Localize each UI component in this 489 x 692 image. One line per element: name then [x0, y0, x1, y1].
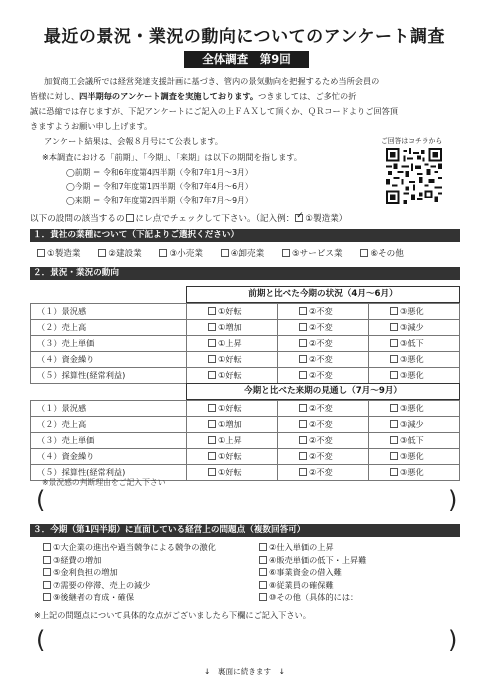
option-label: ②不変 — [309, 451, 333, 461]
option-label: ①好転 — [218, 306, 242, 316]
answer-option[interactable] — [369, 417, 460, 433]
checkbox[interactable] — [208, 323, 216, 331]
option-label: ⑧従業員の確保難 — [269, 579, 334, 590]
period-previous: ◯前期 ＝ 令和6年度第4四半期（令和7年1月～3月） — [66, 168, 253, 177]
industry-options — [36, 247, 418, 259]
reason-open-paren: ( — [36, 486, 46, 514]
answer-option[interactable] — [187, 368, 278, 384]
option-label: ①上昇 — [218, 435, 242, 445]
section-2-header: ２．景況・業況の動向 — [30, 267, 460, 280]
checkbox[interactable] — [43, 581, 51, 589]
intro-line-2b: つきましては、ご多忙の折 — [258, 91, 357, 101]
option-label: ⑤金利負担の増加 — [53, 567, 118, 578]
option-label: ③小売業 — [169, 249, 203, 259]
checkbox[interactable] — [299, 307, 307, 315]
answer-option[interactable] — [369, 336, 460, 352]
answer-option[interactable] — [187, 336, 278, 352]
answer-option[interactable] — [369, 449, 460, 465]
option-label: ④卸売業 — [230, 249, 265, 259]
answer-option[interactable] — [369, 368, 460, 384]
checkbox[interactable] — [299, 339, 307, 347]
problem-option[interactable] — [258, 592, 358, 603]
problem-row — [42, 592, 359, 605]
problems-detail-note: ※上記の問題点について具体的な点がございましたら下欄にご記入下さい。 — [34, 610, 311, 620]
option-label: ②建設業 — [108, 249, 142, 259]
option-label: ③低下 — [400, 435, 424, 445]
problem-option[interactable] — [42, 555, 101, 565]
problem-option[interactable] — [258, 567, 342, 578]
problem-option[interactable] — [42, 567, 118, 577]
detail-input-area[interactable] — [52, 629, 442, 653]
question-label: （１）景況感 — [31, 304, 187, 320]
reason-input-area[interactable] — [52, 489, 442, 513]
checkbox[interactable] — [43, 556, 51, 564]
page-title: 最近の景況・業況の動向についてのアンケート調査 — [43, 27, 446, 47]
intro-line-3: 誠に恐縮では存じますが、下記アンケートにご記入の上ＦＡＸして頂くか、ＱＲコードよりご回答頂 — [30, 106, 398, 116]
answer-option[interactable] — [187, 304, 278, 320]
continue-on-back-note: ↓ 裏面に続きます ↓ — [203, 667, 286, 676]
answer-option[interactable] — [278, 449, 369, 465]
checkbox[interactable] — [390, 323, 398, 331]
problem-option[interactable] — [42, 580, 150, 590]
question-label: （１）景況感 — [31, 401, 187, 417]
problem-row — [42, 542, 334, 555]
option-label: ②不変 — [309, 306, 333, 316]
checkbox[interactable] — [390, 307, 398, 315]
option-label: ③悪化 — [400, 467, 424, 477]
answer-option[interactable] — [369, 433, 460, 449]
answer-option[interactable] — [278, 336, 369, 352]
checkbox[interactable] — [43, 593, 51, 601]
industry-option-3[interactable] — [158, 249, 203, 259]
instruction-part-b: に — [135, 214, 145, 224]
checkbox[interactable] — [208, 420, 216, 428]
answer-option[interactable] — [187, 417, 278, 433]
question-label: （４）資金繰り — [31, 352, 187, 368]
question-label: （４）資金繰り — [31, 449, 187, 465]
checkbox[interactable] — [208, 307, 216, 315]
option-label: ①好転 — [218, 370, 242, 380]
intro-line-2a: 皆様に対し、 — [30, 91, 80, 101]
checkbox[interactable] — [159, 249, 167, 257]
option-label: ②不変 — [309, 370, 333, 380]
section-3-header: ３．今期（第1四半期）に直面している経営上の問題点（複数回答可） — [30, 524, 460, 537]
checkbox[interactable] — [208, 452, 216, 460]
intro-line-5: アンケート結果は、会報８月号にて公表します。 — [44, 136, 223, 146]
question-label: （３）売上単価 — [31, 336, 187, 352]
detail-close-paren: ) — [448, 626, 458, 654]
answer-option[interactable] — [278, 433, 369, 449]
option-label: ②不変 — [309, 338, 333, 348]
option-label: ②不変 — [309, 354, 333, 364]
checkbox[interactable] — [390, 436, 398, 444]
answer-option[interactable] — [369, 320, 460, 336]
problem-option[interactable] — [258, 542, 334, 553]
option-label: ③低下 — [400, 338, 424, 348]
checkbox[interactable] — [259, 568, 267, 576]
checkbox[interactable] — [299, 355, 307, 363]
current-period-row — [31, 320, 460, 336]
checkbox[interactable] — [259, 556, 267, 564]
answer-option[interactable] — [278, 401, 369, 417]
checkbox[interactable] — [299, 436, 307, 444]
checkbox[interactable] — [259, 543, 267, 551]
option-label: ①好転 — [218, 354, 242, 364]
intro-line-1: 加賀商工会議所では経営発達支援計画に基づき、管内の景気動向を把握するため当所会員の — [44, 76, 380, 86]
option-label: ③減少 — [400, 322, 424, 332]
problem-option[interactable] — [42, 592, 134, 602]
checkbox[interactable] — [208, 355, 216, 363]
option-label: ②不変 — [309, 419, 333, 429]
reason-close-paren: ) — [448, 486, 458, 514]
checkbox[interactable] — [390, 420, 398, 428]
period-next: ◯来期 ＝ 令和7年度第2四半期（令和7年7月～9月） — [66, 196, 253, 205]
checkbox[interactable] — [43, 543, 51, 551]
answer-option[interactable] — [278, 417, 369, 433]
answer-option[interactable] — [187, 465, 278, 481]
next-period-table — [30, 400, 460, 481]
current-period-header: 前期と比べた今期の状況（4月～6月） — [186, 286, 460, 303]
option-label: ⑩その他（具体的には： — [269, 592, 359, 603]
problem-option[interactable] — [42, 542, 216, 552]
option-label: ①大企業の進出や過当競争による競争の激化 — [53, 542, 216, 552]
checkbox[interactable] — [98, 249, 106, 257]
current-period-row — [31, 368, 460, 384]
industry-option-5[interactable] — [281, 249, 343, 259]
answer-option[interactable] — [278, 304, 369, 320]
intro-line-4: きますようお願い申し上げます。 — [30, 121, 153, 131]
option-label: ①好転 — [218, 467, 242, 477]
answer-option[interactable] — [369, 352, 460, 368]
option-label: ①増加 — [218, 419, 242, 429]
next-period-row — [31, 433, 460, 449]
industry-option-2[interactable] — [97, 249, 142, 259]
option-label: ⑥事業資金の借入難 — [269, 567, 342, 578]
checkbox[interactable] — [360, 249, 368, 257]
section-1-header: １．貴社の業種について（下記よりご選択ください） — [30, 229, 460, 242]
answer-option[interactable] — [187, 352, 278, 368]
option-label: ①製造業 — [47, 249, 81, 259]
qr-label: ご回答はコチラから — [381, 137, 443, 145]
checkbox[interactable] — [221, 249, 229, 257]
checkbox[interactable] — [299, 420, 307, 428]
next-period-header: 今期と比べた来期の見通し（7月～9月） — [186, 383, 460, 400]
answer-option[interactable] — [278, 465, 369, 481]
checkbox[interactable] — [390, 339, 398, 347]
instruction-part-a: 以下の設問の該当するの — [30, 214, 125, 224]
checkbox[interactable] — [299, 404, 307, 412]
checkbox-sample-icon — [126, 214, 134, 222]
next-period-row — [31, 417, 460, 433]
problem-row — [42, 579, 334, 593]
checkbox[interactable] — [282, 249, 290, 257]
checkbox[interactable] — [208, 371, 216, 379]
question-label: （２）売上高 — [31, 320, 187, 336]
next-period-row — [31, 401, 460, 417]
current-period-row — [31, 352, 460, 368]
checkbox[interactable] — [43, 568, 51, 576]
option-label: ⑨後継者の育成・確保 — [53, 592, 135, 603]
answer-option[interactable] — [278, 368, 369, 384]
checkbox[interactable] — [390, 468, 398, 476]
option-label: ①増加 — [218, 322, 242, 332]
question-label: （３）売上単価 — [31, 433, 187, 449]
checkbox[interactable] — [259, 593, 267, 601]
next-period-row — [31, 449, 460, 465]
option-label: ③経費の増加 — [53, 554, 102, 565]
instruction-text — [30, 212, 347, 224]
checkbox[interactable] — [299, 452, 307, 460]
period-definition-note: ※本調査における「前期」、「今期」、「来期」は以下の期間を指します。 — [42, 152, 302, 162]
problem-option[interactable] — [258, 580, 334, 591]
checkbox[interactable] — [299, 468, 307, 476]
option-label: ③悪化 — [400, 354, 424, 364]
answer-option[interactable] — [278, 352, 369, 368]
checkbox[interactable] — [208, 404, 216, 412]
checkbox[interactable] — [259, 581, 267, 589]
checkbox[interactable] — [208, 339, 216, 347]
answer-option[interactable] — [187, 401, 278, 417]
option-label: ⑤サービス業 — [291, 249, 343, 259]
checkbox[interactable] — [37, 249, 45, 257]
instruction-part-c: レ点でチェックして下さい。（記入例： — [144, 214, 295, 224]
survey-round-badge: 全体調査 第9回 — [184, 51, 309, 68]
industry-option-4[interactable] — [220, 249, 265, 259]
checkbox[interactable] — [390, 371, 398, 379]
answer-option[interactable] — [369, 401, 460, 417]
option-label: ②不変 — [309, 322, 333, 332]
checkbox[interactable] — [208, 468, 216, 476]
answer-option[interactable] — [278, 320, 369, 336]
period-current: ◯今期 ＝ 令和7年度第1四半期（令和7年4月～6月） — [66, 182, 253, 191]
option-label: ⑥その他 — [370, 249, 404, 259]
answer-option[interactable] — [369, 304, 460, 320]
checked-checkbox-icon — [295, 214, 303, 222]
answer-option[interactable] — [187, 449, 278, 465]
checkbox[interactable] — [299, 371, 307, 379]
checkbox[interactable] — [299, 323, 307, 331]
option-label: ②仕入単価の上昇 — [269, 542, 334, 552]
detail-open-paren: ( — [36, 626, 46, 654]
problem-options — [42, 542, 367, 605]
checkbox[interactable] — [390, 355, 398, 363]
answer-option[interactable] — [187, 320, 278, 336]
industry-option-1[interactable] — [36, 249, 81, 259]
answer-option[interactable] — [187, 433, 278, 449]
problem-option[interactable] — [258, 555, 366, 566]
qr-code-icon[interactable] — [386, 148, 442, 204]
question-label: （２）売上高 — [31, 417, 187, 433]
option-label: ③減少 — [400, 419, 424, 429]
option-label: ③悪化 — [400, 451, 424, 461]
option-label: ④販売単価の低下・上昇難 — [269, 554, 367, 565]
current-period-row — [31, 336, 460, 352]
current-period-table — [30, 303, 460, 384]
option-label: ①好転 — [218, 403, 242, 413]
option-label: ②不変 — [309, 403, 333, 413]
option-label: ⑦需要の停滞、売上の減少 — [53, 579, 151, 590]
checkbox[interactable] — [208, 436, 216, 444]
intro-line-2-bold: 四半期毎のアンケート調査を実施しております。 — [79, 91, 259, 101]
checkbox[interactable] — [390, 452, 398, 460]
option-label: ③悪化 — [400, 370, 424, 380]
option-label: ②不変 — [309, 435, 333, 445]
problem-row — [42, 554, 367, 568]
option-label: ③悪化 — [400, 403, 424, 413]
intro-line-2 — [30, 89, 458, 104]
problem-row — [42, 567, 342, 580]
option-label: ②不変 — [309, 467, 333, 477]
instruction-example: ①製造業） — [305, 214, 348, 224]
industry-option-6[interactable] — [359, 249, 404, 259]
question-label: （５）採算性(経常利益) — [31, 465, 187, 481]
reason-note: ※景況感の判断理由をご記入下さい — [42, 478, 166, 487]
current-period-row — [31, 304, 460, 320]
answer-option[interactable] — [369, 465, 460, 481]
option-label: ③悪化 — [400, 306, 424, 316]
question-label: （５）採算性(経常利益) — [31, 368, 187, 384]
option-label: ①好転 — [218, 451, 242, 461]
checkbox[interactable] — [390, 404, 398, 412]
option-label: ①上昇 — [218, 338, 242, 348]
